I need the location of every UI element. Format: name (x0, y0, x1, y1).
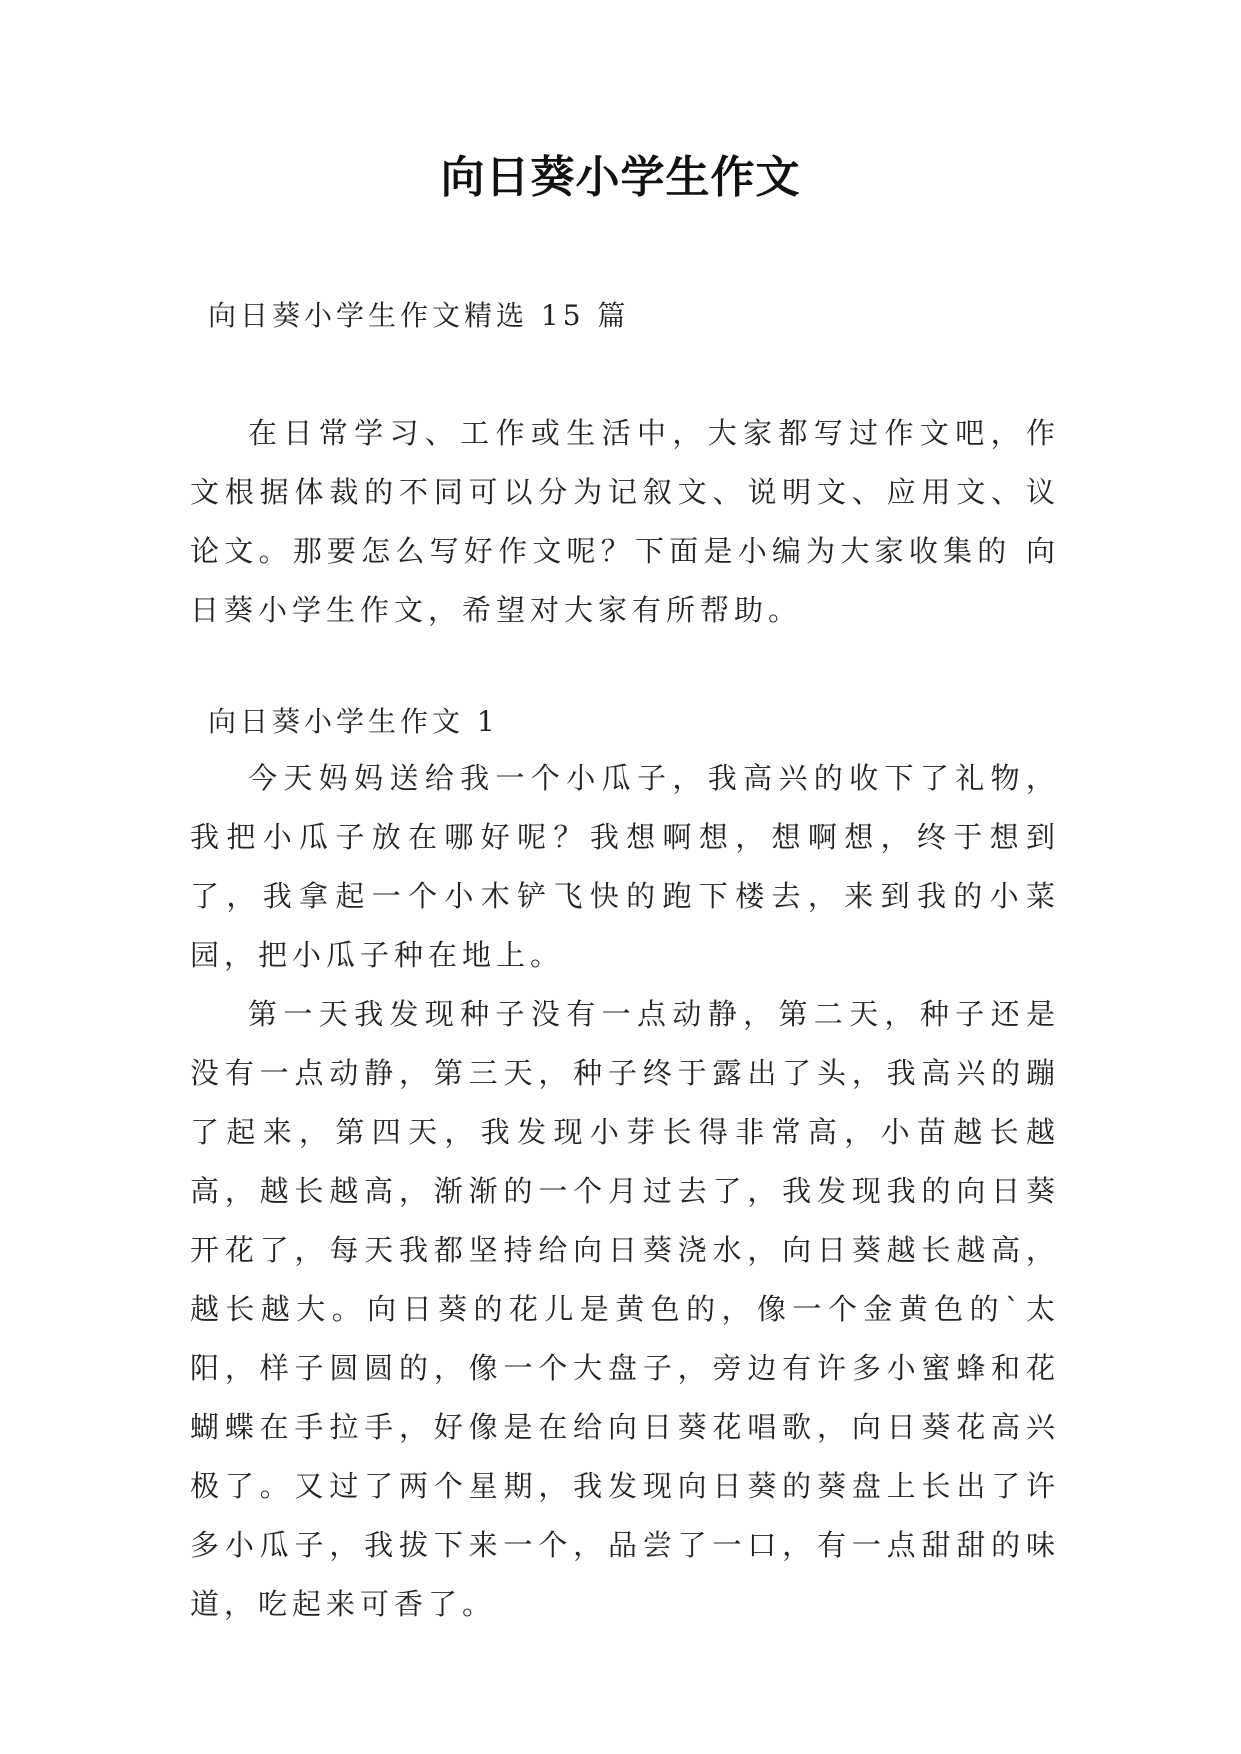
essay-paragraph-2: 第一天我发现种子没有一点动静，第二天，种子还是没有一点动静，第三天，种子终于露出了头，我高兴的蹦了起来，第四天，我发现小芽长得非常高，小苗越长越高，越长越高，渐渐的一个月过去了，我发现我的向日葵开花了，每天我都坚持给向日葵浇水，向日葵越长越高，越长越大。向日葵的花儿是黄色的，像一个金黄色的`太阳，样子圆圆的，像一个大盘子，旁边有许多小蜜蜂和花蝴蝶在手拉手，好像是在给向日葵花唱歌，向日葵花高兴极了。又过了两个星期，我发现向日葵的葵盘上长出了许多小瓜子，我拔下来一个，品尝了一口，有一点甜甜的味道，吃起来可香了。 (190, 997, 1060, 1621)
essay-paragraph-1: 今天妈妈送给我一个小瓜子，我高兴的收下了礼物，我把小瓜子放在哪好呢？我想啊想，想啊想，终于想到了，我拿起一个小木铲飞快的跑下楼去，来到我的小菜园，把小瓜子种在地上。 (190, 761, 1060, 972)
intro-block (190, 404, 1060, 640)
essay-body (190, 749, 1060, 1634)
intro-paragraph: 在日常学习、工作或生活中，大家都写过作文吧，作文根据体裁的不同可以分为记叙文、说明文、应用文、议论文。那要怎么写好作文呢？下面是小编为大家收集的 向日葵小学生作文，希望对大家有所帮助。 (190, 416, 1060, 627)
section-heading: 向日葵小学生作文 1 (208, 705, 499, 738)
page-title: 向日葵小学生作文 (440, 152, 801, 203)
document-subtitle: 向日葵小学生作文精选 15 篇 (208, 299, 630, 332)
